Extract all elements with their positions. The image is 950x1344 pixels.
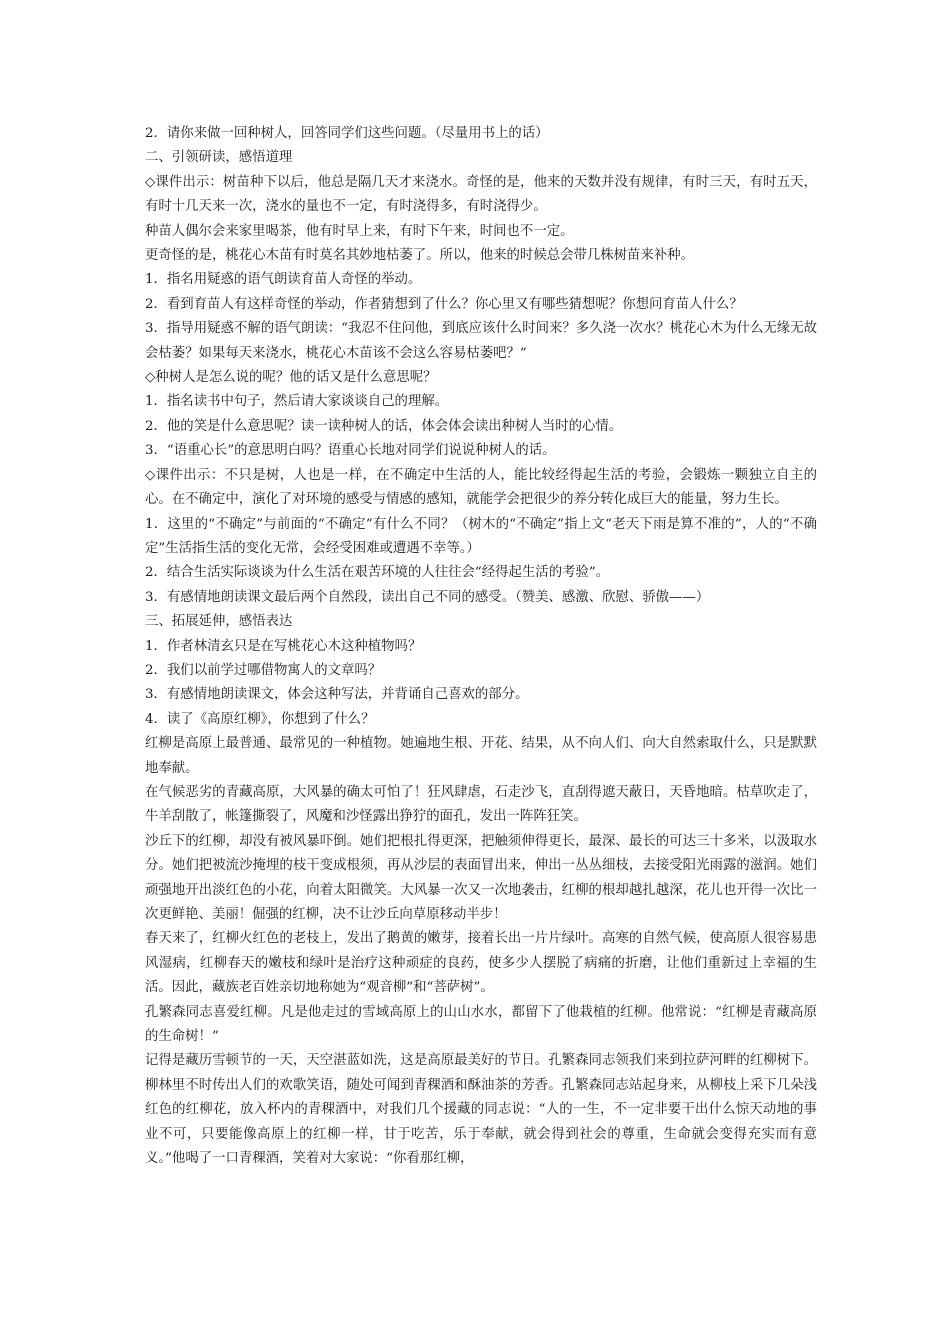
paragraph: 在气候恶劣的青藏高原，大风暴的确太可怕了！狂风肆虐，石走沙飞，直刮得遮天蔽日，天昏地暗。枯草吹走了，牛羊刮散了，帐篷撕裂了，风魔和沙怪露出狰狞的面孔，发出一阵阵狂笑。	[145, 784, 817, 825]
paragraph: 红柳是高原上最普通、最常见的一种植物。她遍地生根、开花、结果，从不向人们、向大自然索取什么，只是默默地奉献。	[145, 736, 817, 776]
paragraph: 1．作者林清玄只是在写桃花心木这种植物吗？	[145, 638, 422, 654]
section-heading: 三、拓展延伸，感悟表达	[145, 614, 293, 630]
paragraph: 2．他的笑是什么意思呢？读一读种树人的话，体会体会读出种树人当时的心情。	[145, 418, 623, 434]
paragraph: 4．读了《高原红柳》，你想到了什么？	[145, 711, 375, 727]
section-heading: 二、引领研读，感悟道理	[145, 150, 293, 166]
paragraph: ◇种树人是怎么说的呢？他的话又是什么意思呢？	[145, 370, 437, 386]
paragraph: 1．指名用疑惑的语气朗读育苗人奇怪的举动。	[145, 272, 422, 288]
paragraph: ◇课件出示：树苗种下以后，他总是隔几天才来浇水。奇怪的是，他来的天数并没有规律，有时三天，有时五天，有时十几天来一次，浇水的量也不一定，有时浇得多，有时浇得少。	[145, 174, 817, 215]
paragraph: 3．指导用疑惑不解的语气朗读：“我忍不住问他，到底应该什么时间来？多久浇一次水？桃花心木为什么无缘无故会枯萎？如果每天来浇水，桃花心木苗该不会这么容易枯萎吧？”	[145, 321, 817, 361]
document-body	[145, 122, 817, 1171]
paragraph: 3．有感情地朗读课文最后两个自然段，读出自己不同的感受。（赞美、感激、欣慰、骄傲——）	[145, 589, 710, 605]
paragraph: 记得是藏历雪顿节的一天，天空湛蓝如洗，这是高原最美好的节日。孔繁森同志领我们来到拉萨河畔的红柳树下。柳林里不时传出人们的欢歌笑语，随处可闻到青稞酒和酥油茶的芳香。孔繁森同志站起身来，从柳枝上采下几朵浅红色的红柳花，放入杯内的青稞酒中，对我们几个援藏的同志说：“人的一生，不一定非要干出什么惊天动地的事业不可，只要能像高原上的红柳一样，甘于吃苦，乐于奉献，就会得到社会的尊重，生命就会变得充实而有意义。”他喝了一口青稞酒，笑着对大家说：“你看那红柳，	[145, 1053, 817, 1167]
paragraph: 春天来了，红柳火红色的老枝上，发出了鹅黄的嫩芽，接着长出一片片绿叶。高寒的自然气候，使高原人很容易患风湿病，红柳春天的嫩枝和绿叶是治疗这种顽症的良药，使多少人摆脱了病痛的折磨，让他们重新过上幸福的生活。因此，藏族老百姓亲切地称她为“观音柳”和“菩萨树”。	[145, 931, 817, 996]
paragraph: ◇课件出示：不只是树，人也是一样，在不确定中生活的人，能比较经得起生活的考验，会锻炼一颗独立自主的心。在不确定中，演化了对环境的感受与情感的感知，就能学会把很少的养分转化成巨大的能量，努力生长。	[145, 467, 817, 508]
paragraph: 3．“语重心长”的意思明白吗？语重心长地对同学们说说种树人的话。	[145, 443, 556, 459]
paragraph: 2．结合生活实际谈谈为什么生活在艰苦环境的人往往会“经得起生活的考验”。	[145, 565, 610, 581]
paragraph: 2．请你来做一回种树人，回答同学们这些问题。（尽量用书上的话）	[145, 126, 549, 141]
paragraph: 1．这里的“不确定”与前面的“不确定”有什么不同？（树木的“不确定”指上文“老天下雨是算不准的”，人的“不确定”生活指生活的变化无常，会经受困难或遭遇不幸等。）	[145, 516, 817, 556]
paragraph: 种苗人偶尔会来家里喝茶，他有时早上来，有时下午来，时间也不一定。	[145, 223, 574, 239]
paragraph: 2．看到育苗人有这样奇怪的举动，作者猜想到了什么？你心里又有哪些猜想呢？你想问育苗人什么？	[145, 296, 743, 312]
paragraph: 2．我们以前学过哪借物寓人的文章吗？	[145, 662, 382, 678]
paragraph: 沙丘下的红柳，却没有被风暴吓倒。她们把根扎得更深，把触须伸得更长，最深、最长的可达三十多米，以汲取水分。她们把被流沙掩埋的枝干变成根须，再从沙层的表面冒出来，伸出一丛丛细枝，去接受阳光雨露的滋润。她们顽强地开出淡红色的小花，向着太阳微笑。大风暴一次又一次地袭击，红柳的根却越扎越深，花儿也开得一次比一次更鲜艳、美丽！倔强的红柳，决不让沙丘向草原移动半步！	[145, 833, 817, 922]
paragraph: 3．有感情地朗读课文，体会这种写法，并背诵自己喜欢的部分。	[145, 687, 529, 703]
paragraph: 1．指名读书中句子，然后请大家谈谈自己的理解。	[145, 394, 449, 410]
paragraph: 更奇怪的是，桃花心木苗有时莫名其妙地枯萎了。所以，他来的时候总会带几株树苗来补种。	[145, 248, 695, 264]
paragraph: 孔繁森同志喜爱红柳。凡是他走过的雪域高原上的山山水水，都留下了他栽植的红柳。他常说：“红柳是青藏高原的生命树！”	[145, 1004, 817, 1045]
